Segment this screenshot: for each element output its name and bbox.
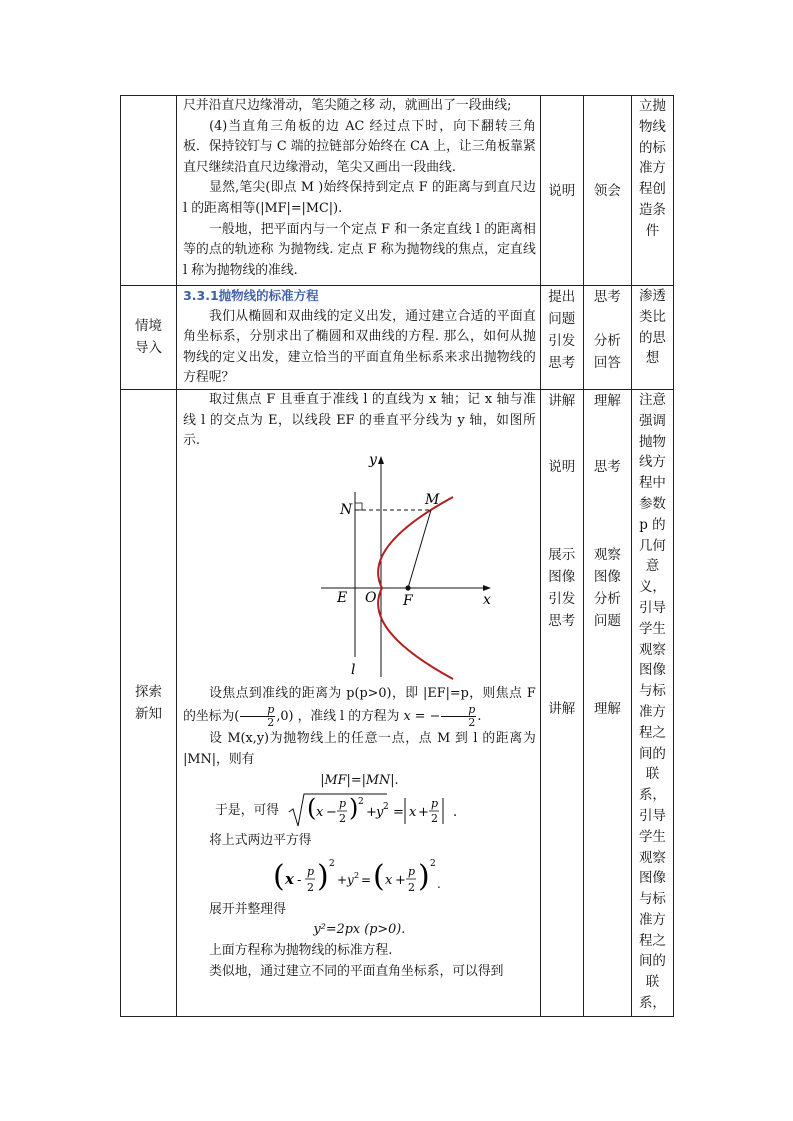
fraction — [441, 704, 476, 729]
fraction-denominator: 2 — [468, 716, 476, 730]
svg-text:2: 2 — [307, 880, 315, 894]
distance-equation — [287, 792, 462, 830]
student-activity: 思考 — [593, 458, 621, 475]
svg-text:): ) — [418, 858, 431, 894]
student-activity — [586, 308, 629, 330]
svg-text:(: ( — [273, 858, 286, 894]
teacher-activity — [543, 500, 581, 522]
label-f: F — [403, 592, 413, 609]
svg-text:2: 2 — [339, 812, 347, 826]
svg-text:): ) — [349, 794, 359, 823]
design-intent-cell — [631, 286, 673, 390]
y-axis-arrow — [378, 456, 384, 464]
paragraph: 取过焦点 F 且垂直于准线 l 的直线为 x 轴；记 x 轴与准线 l 的交点为 E，以线段 EF 的垂直平分线为 y 轴，如图所示. — [183, 391, 536, 449]
teacher-activity: 说明 — [548, 182, 576, 199]
fraction-numerator: p — [441, 704, 476, 717]
svg-text:=: = — [361, 872, 372, 887]
equation: |MF|=|MN|. — [320, 772, 399, 788]
stage-label-cell — [121, 286, 177, 390]
student-activity — [586, 478, 629, 500]
teacher-activity — [543, 632, 581, 654]
student-activity — [586, 500, 629, 522]
design-intent-cell — [631, 389, 673, 1016]
svg-text:2: 2 — [329, 858, 336, 869]
lesson-plan-table — [120, 95, 674, 1017]
student-activity: 思考 — [593, 289, 621, 305]
stage-label: 探索新知 — [135, 683, 163, 722]
teacher-activity-cell — [540, 389, 583, 1016]
fraction-denominator: 2 — [267, 716, 275, 730]
right-angle-marker — [355, 503, 362, 510]
fraction-numerator: p — [240, 704, 275, 717]
text-run: ,0) ，准线 l 的方程为 — [276, 709, 400, 725]
stage-label-cell — [121, 389, 177, 1016]
table-row — [121, 286, 674, 390]
equation-part: x = − — [403, 709, 441, 725]
table-row — [121, 389, 674, 1016]
design-intent: 渗透类比的思想 — [638, 288, 666, 367]
teacher-activity: 思考 — [548, 612, 576, 629]
table-row — [121, 96, 674, 286]
section-title: 3.3.1抛物线的标准方程 — [183, 288, 319, 303]
stage-label-cell — [121, 96, 177, 286]
teacher-activity: 思考 — [548, 355, 576, 371]
student-activity: 分析 — [593, 333, 621, 349]
svg-text:−: − — [326, 805, 337, 821]
svg-text:p: p — [408, 864, 416, 878]
teacher-activity — [543, 654, 581, 676]
focus-point — [405, 585, 410, 590]
student-activity-cell — [583, 389, 631, 1016]
student-activity — [586, 434, 629, 456]
student-activity — [586, 412, 629, 434]
svg-text:+: + — [366, 805, 377, 821]
design-intent: 立抛物线的标准方程创造条件 — [638, 98, 666, 239]
teacher-activity: 提出 — [548, 289, 576, 305]
teacher-activity: 讲解 — [548, 392, 576, 409]
svg-text:.: . — [453, 805, 458, 821]
label-l: l — [351, 661, 356, 678]
teacher-activity — [543, 522, 581, 544]
paragraph: 类似地，通过建立不同的平面直角坐标系，可以得到 — [209, 963, 504, 979]
svg-text:+: + — [418, 805, 429, 821]
teacher-activity: 引发 — [548, 590, 576, 607]
student-activity: 观察 — [593, 546, 621, 563]
segment-mf — [408, 510, 431, 588]
student-activity: 回答 — [593, 355, 621, 371]
svg-text:x: x — [316, 805, 324, 821]
paragraph: 将上式两边平方得 — [209, 833, 312, 849]
svg-text:+: + — [395, 872, 407, 888]
paragraph: 显然,笔尖(即点 M )始终保持到定点 F 的距离与到直尺边 l 的距离相等(|MF|=|MC|). — [183, 180, 536, 216]
svg-text:2: 2 — [430, 858, 437, 869]
teacher-activity — [543, 412, 581, 434]
stage-label: 情境导入 — [135, 318, 163, 357]
text-run: . — [477, 709, 482, 725]
label-e: E — [337, 589, 348, 606]
svg-text:2: 2 — [431, 812, 439, 826]
paragraph: 上面方程称为抛物线的标准方程. — [209, 942, 393, 958]
label-n: N — [340, 501, 353, 518]
svg-text:p: p — [431, 797, 439, 811]
svg-text:): ) — [317, 858, 330, 894]
student-activity: 分析 — [593, 590, 621, 607]
student-activity — [586, 654, 629, 676]
equation-row — [183, 791, 536, 831]
teacher-activity — [543, 478, 581, 500]
paragraph: (4)当直角三角板的边 AC 经过点下时，向下翻转三角板．保持铰钉与 C 端的拉链部分始终在 CA 上，让三角板靠紧直尺继续沿直尺边缘滑动，笔尖又画出一段曲线. — [183, 118, 536, 175]
paragraph: 设 M(x,y)为抛物线上的任意一点，点 M 到 l 的距离为 |MN|，则有 — [183, 731, 536, 767]
svg-text:(: ( — [307, 794, 317, 823]
content-cell — [177, 96, 541, 286]
student-activity — [586, 676, 629, 698]
label-x: x — [483, 591, 491, 608]
teacher-activity: 图像 — [548, 568, 576, 585]
label-y: y — [369, 451, 378, 468]
svg-text:-: - — [297, 872, 302, 888]
svg-text:(: ( — [373, 858, 386, 894]
svg-text:2: 2 — [358, 797, 364, 808]
paragraph: 展开并整理得 — [209, 901, 286, 917]
svg-text:x: x — [285, 869, 295, 888]
teacher-activity: 问题 — [548, 311, 576, 327]
svg-text:y: y — [376, 805, 384, 821]
teacher-activity — [543, 434, 581, 456]
student-activity — [586, 522, 629, 544]
paragraph: 我们从椭圆和双曲线的定义出发，通过建立合适的平面直角坐标系，分别求出了椭圆和双曲线的方程. 那么，如何从抛物线的定义出发，建立恰当的平面直角坐标系来求出抛物线的方程呢？ — [183, 308, 536, 386]
design-intent-cell — [631, 96, 673, 286]
standard-equation: y²=2px (p>0). — [313, 922, 406, 938]
parabola-figure — [251, 452, 501, 682]
svg-text:2: 2 — [383, 802, 389, 813]
student-activity: 图像 — [593, 568, 621, 585]
svg-text:x: x — [409, 805, 417, 821]
content-cell — [177, 286, 541, 390]
teacher-activity: 展示 — [548, 546, 576, 563]
svg-text:x: x — [385, 872, 393, 888]
svg-text:y: y — [347, 872, 355, 887]
teacher-activity-cell — [540, 286, 583, 390]
svg-text:p: p — [307, 864, 315, 878]
squared-equation — [269, 854, 449, 900]
student-activity-cell — [583, 286, 631, 390]
teacher-activity: 讲解 — [548, 700, 576, 717]
svg-text:.: . — [437, 876, 442, 891]
design-intent: 注意强调抛物线方程中参数 p 的几何意义，引导学生观察图像与标准方程之间的联系，引导学生观察图像与标准方程之间的联系， — [638, 391, 666, 1012]
teacher-activity — [543, 676, 581, 698]
svg-text:=: = — [393, 805, 404, 821]
paragraph: 于是，可得 — [215, 802, 280, 818]
student-activity: 问题 — [593, 612, 621, 629]
teacher-activity-cell — [540, 96, 583, 286]
x-axis-arrow — [483, 585, 491, 591]
label-m: M — [425, 491, 440, 508]
student-activity: 领会 — [593, 182, 621, 199]
fraction — [240, 704, 275, 729]
paragraph — [183, 684, 536, 730]
student-activity: 理解 — [593, 700, 621, 717]
content-cell — [177, 389, 541, 1016]
teacher-activity: 说明 — [548, 458, 576, 475]
text-run: 设焦点到准线的距离为 p(p>0)，即 |EF|=p，则焦点 F 的坐标为( — [183, 685, 536, 725]
label-o: O — [365, 589, 377, 606]
paragraph: 尺并沿直尺边缘滑动，笔尖随之移 动，就画出了一段曲线; — [183, 98, 512, 113]
svg-text:p: p — [339, 797, 347, 811]
student-activity-cell — [583, 96, 631, 286]
paragraph: 一般地，把平面内与一个定点 F 和一条定直线 l 的距离相等的点的轨迹称 为抛物线. 定点 F 称为抛物线的焦点，定直线 l 称为抛物线的准线. — [183, 221, 536, 278]
svg-text:+: + — [337, 872, 348, 887]
svg-text:2: 2 — [354, 870, 360, 880]
student-activity — [586, 632, 629, 654]
teacher-activity: 引发 — [548, 333, 576, 349]
student-activity: 理解 — [593, 392, 621, 409]
svg-text:2: 2 — [408, 880, 416, 894]
